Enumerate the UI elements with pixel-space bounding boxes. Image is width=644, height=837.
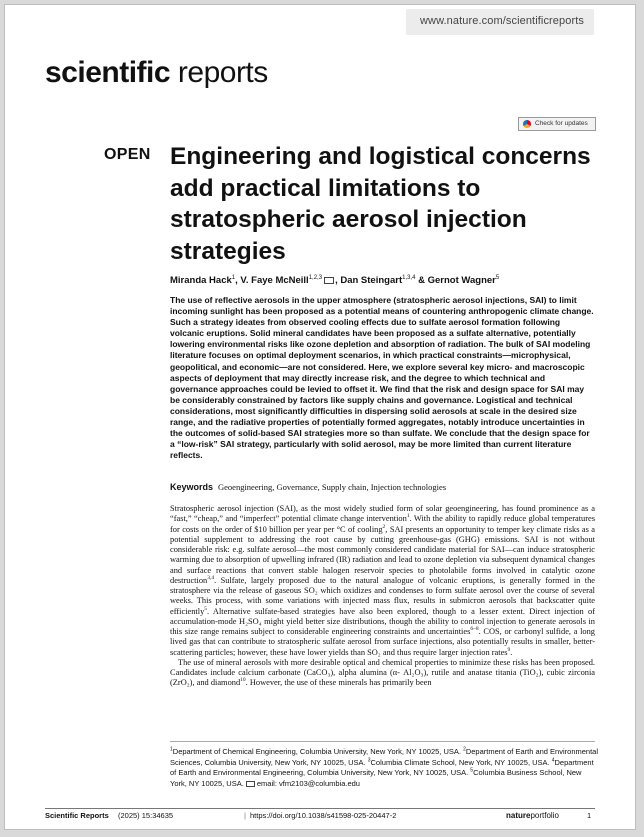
footer-citation: (2025) 15:34635 [118, 811, 174, 820]
article-title: Engineering and logistical concerns add practical limitations to stratospheric aerosol injection strategies [170, 143, 591, 265]
publisher-logo [506, 811, 559, 820]
citation-ref[interactable]: 5 [204, 605, 208, 612]
citation-ref[interactable]: 1 [406, 513, 410, 520]
body-text: . [510, 647, 513, 657]
author-affiliation-ref: 1 [231, 275, 236, 281]
publisher-bold: nature [506, 811, 531, 820]
author-name[interactable]: Miranda Hack [170, 275, 232, 287]
affiliation-divider [170, 741, 595, 742]
author-name[interactable]: V. Faye McNeill [240, 275, 309, 287]
email-icon [246, 781, 255, 788]
doi-link[interactable]: https://doi.org/10.1038/s41598-025-20447-2 [250, 811, 397, 820]
affiliation-text: Columbia Business School, New York, NY 10025, USA. [170, 768, 582, 788]
page-number: 1 [587, 811, 592, 820]
affiliation-text: Department of Earth and Environmental Engineering, Columbia University, New York, NY 10025, USA. [170, 757, 594, 778]
check-for-updates-label: Check for updates [535, 120, 588, 127]
affiliation-number: 1 [170, 746, 173, 753]
body-text: . However, the use of these minerals has primarily been [245, 678, 432, 688]
citation-ref[interactable]: 2 [382, 523, 386, 530]
check-for-updates-button[interactable] [518, 117, 596, 131]
citation-ref[interactable]: 6–8 [470, 626, 479, 633]
body-paragraph [170, 504, 595, 658]
footer-journal: Scientific Reports [45, 811, 109, 820]
affiliation-number: 5 [470, 767, 474, 774]
author-list [170, 275, 610, 286]
citation-ref[interactable]: 10 [240, 677, 246, 684]
citation-ref[interactable]: 3,4 [207, 574, 215, 581]
corresponding-email[interactable]: email: vfm2103@columbia.edu [256, 778, 360, 788]
body-text: . Sulfate, largely proposed due to the natural analogue of volcanic eruptions, is generally formed in the stratosphere via the release of gaseous SO₂ which oxidizes and condenses to form sulfate aerosol over the course of several weeks. This process, with some variations with injected mass flux, results in submicron aerosols that backscatter quite efficiently [170, 575, 595, 616]
author-affiliation-ref: 1,2,3 [308, 275, 323, 281]
article-body [170, 504, 595, 689]
body-paragraph [170, 658, 595, 689]
email-icon[interactable] [324, 277, 334, 284]
footer-divider [45, 808, 595, 809]
logo-bold-part: scientific [45, 56, 171, 89]
author-separator: & [415, 275, 428, 287]
journal-url[interactable]: www.nature.com/scientificreports [420, 15, 584, 27]
keywords-label: Keywords [170, 482, 214, 492]
abstract: The use of reflective aerosols in the upper atmosphere (stratospheric aerosol injections, SAI) to limit incoming sunlight has been proposed as a potential means of countering anthropogenic climate change. Such a strategy ideates from observed cooling effects due to sulfate aerosol formation following volcanic eruptions. Solid mineral candidates have been proposed as a sulfate alternative, potentially lowering environmental risks like ozone depletion and absorption of radiation. The bulk of SAI modeling literature focuses on optimal deployment scenarios, in which practical constraints—microphysical, geopolitical, and economic—are not considered. Here, we explore several key micro- and macroscopic aspects of deployment that may directly increase risk, and the degree to which technical and governance approaches could be levied to offset it. We find that the risk and design space for SAI may be considerably constrained by factors like supply chains and governance. Logistical and technical considerations, most significantly difficulties in dispersing solid aerosols at scale in the desired size range, and the radiative properties of potentially formed aggregates, notably introduce uncertainties in the outcomes of solid-based SAI strategies more so than sulfate. We conclude that the design space for a “low-risk” SAI strategy, particularly with solid aerosol, may be more limited than current literature reflects. [170, 295, 594, 461]
keywords-list: Geoengineering, Governance, Supply chain, Injection technologies [218, 482, 447, 492]
affiliation-number: 3 [367, 757, 371, 764]
author-affiliation-ref: 1,3,4 [402, 275, 416, 281]
citation-ref[interactable]: 9 [507, 646, 511, 653]
affiliation-number: 4 [551, 757, 555, 764]
body-text: . With the ability to rapidly reduce global temperatures for costs on the order of $10 billion per year per °C of cooling [170, 514, 596, 534]
affiliation-text: Department of Earth and Environmental Sciences, Columbia University, New York, NY 10025, USA. [170, 747, 598, 767]
body-text: , SAI presents an opportunity to temper key climate risks as a potential supplement to addressing the root cause by cutting greenhouse-gas (GHG) emissions. SAI is not without considerable risk: e.g. sulfate aerosol—the most commonly considered candidate material for SAI—can induce stratospheric warming due to absorption of upwelling infrared (IR) radiation and lead to ozone depletion via subsequent dynamical changes and surface reactions that convert stable halogen reservoir species to photolabile forms involved in catalytic ozone destruction [170, 524, 595, 585]
publisher-light: portfolio [530, 811, 559, 820]
logo-light-part: reports [170, 56, 268, 89]
affiliation-number: 2 [463, 746, 466, 753]
affiliation-text: Department of Chemical Engineering, Columbia University, New York, NY 10025, USA. [172, 747, 464, 756]
body-text: Stratospheric aerosol injection (SAI), as the most widely studied form of solar geoengineering, has found prominence as a “fast,” “cheap,” and “imperfect” potential climate change intervention [170, 504, 595, 524]
body-text: . Alternative sulfate-based strategies have also been explored, though to a lesser extent. Direct injection of accumulation-mode H₂SO₄ might yield better size distributions, though the ability to control injection to generate aerosols in this size range remains subject to considerable engineering constraints and uncertainties [170, 606, 595, 636]
affiliation-text: Columbia Climate School, New York, NY 10025, USA. [370, 757, 552, 767]
author-affiliation-ref: 5 [495, 275, 500, 281]
author-separator: , [235, 275, 241, 287]
keywords-line [170, 482, 595, 492]
author-separator: , [335, 275, 341, 287]
author-name[interactable]: Dan Steingart [340, 275, 403, 287]
journal-logo[interactable] [45, 56, 268, 90]
open-access-label: OPEN [104, 146, 151, 163]
crossmark-icon [523, 120, 531, 128]
body-text: The use of mineral aerosols with more desirable optical and chemical properties to minimize these risks has been proposed. Candidates include calcium carbonate (CaCO₃), alpha alumina (α- Al₂O₃), rutile and anatase titania (TiO₂), cubic zirconia (ZrO₂), and diamond [170, 657, 595, 688]
footer-separator: | [244, 811, 246, 820]
body-text: . COS, or carbonyl sulfide, a long lived gas that can contribute to stratospheric sulfate aerosol from surface injections, also potentially results in smaller, better-scattering particles; however, these have lower yields than SO₂ and thus require larger injection rates [170, 627, 595, 657]
affiliations [170, 747, 600, 789]
author-name[interactable]: Gernot Wagner [427, 275, 496, 287]
